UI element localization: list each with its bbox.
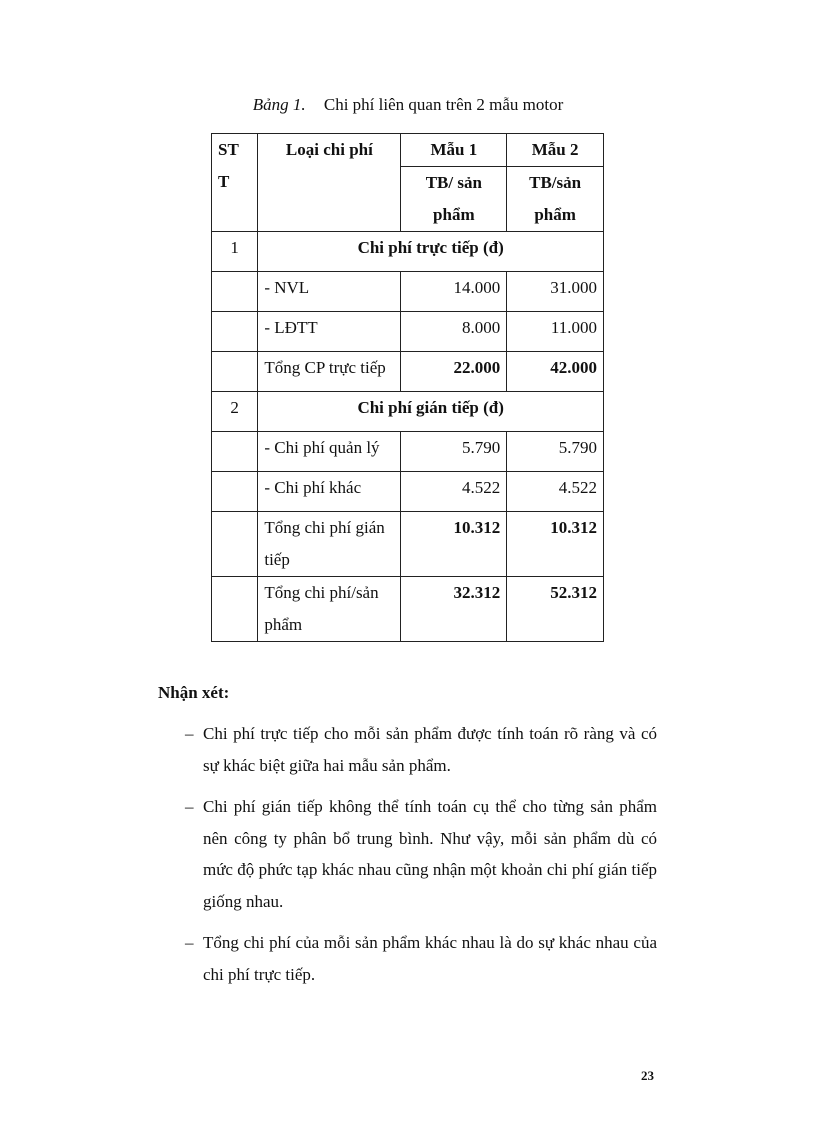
remark-text: Chi phí gián tiếp không thể tính toán cụ thể cho từng sản phẩm nên công ty phân bổ trung bình. Như vậy, mỗi sản phẩm dù có mức độ phức tạp khác nhau cũng nhận một khoản chi phí gián tiếp giống nhau.	[203, 797, 657, 911]
header-cost-type: Loại chi phí	[258, 134, 401, 232]
row-label: - LĐTT	[258, 312, 401, 352]
section-title: Chi phí trực tiếp (đ)	[258, 232, 604, 272]
row-value-model-1: 14.000	[401, 272, 507, 312]
row-value-model-2: 52.312	[507, 577, 604, 642]
section-title: Chi phí gián tiếp (đ)	[258, 392, 604, 432]
table-row	[212, 577, 604, 642]
list-item	[185, 791, 657, 917]
row-label: Tổng chi phí gián tiếp	[258, 512, 401, 577]
header-stt: ST T	[212, 134, 258, 232]
table-row	[212, 432, 604, 472]
table-row	[212, 272, 604, 312]
table-row	[212, 312, 604, 352]
row-value-model-2: 11.000	[507, 312, 604, 352]
row-value-model-2: 4.522	[507, 472, 604, 512]
row-label: - NVL	[258, 272, 401, 312]
cost-table	[211, 133, 604, 642]
row-value-model-2: 10.312	[507, 512, 604, 577]
row-label: Tổng CP trực tiếp	[258, 352, 401, 392]
section-number: 1	[212, 232, 258, 272]
dash-bullet-icon: –	[185, 933, 194, 952]
list-item	[185, 927, 657, 990]
section-number: 2	[212, 392, 258, 432]
row-value-model-2: 5.790	[507, 432, 604, 472]
table-title: Chi phí liên quan trên 2 mẫu motor	[323, 95, 564, 114]
table-row	[212, 352, 604, 392]
dash-bullet-icon: –	[185, 724, 194, 743]
remarks-list	[185, 718, 657, 1000]
page-number: 23	[641, 1068, 654, 1083]
row-label: - Chi phí quản lý	[258, 432, 401, 472]
row-value-model-1: 32.312	[401, 577, 507, 642]
table-caption	[0, 95, 816, 115]
header-model-1-unit: TB/ sản phẩm	[401, 167, 507, 232]
row-value-model-1: 10.312	[401, 512, 507, 577]
remark-text: Chi phí trực tiếp cho mỗi sản phẩm được tính toán rõ ràng và có sự khác biệt giữa hai mẫu sản phẩm.	[203, 724, 657, 775]
header-model-1: Mẫu 1	[401, 134, 507, 167]
table-row	[212, 512, 604, 577]
table-label: Bảng 1.	[252, 95, 306, 114]
row-value-model-1: 8.000	[401, 312, 507, 352]
row-value-model-1: 5.790	[401, 432, 507, 472]
list-item	[185, 718, 657, 781]
header-model-2-unit: TB/sản phẩm	[507, 167, 604, 232]
header-model-2: Mẫu 2	[507, 134, 604, 167]
row-value-model-2: 31.000	[507, 272, 604, 312]
row-value-model-1: 22.000	[401, 352, 507, 392]
dash-bullet-icon: –	[185, 797, 194, 816]
row-value-model-2: 42.000	[507, 352, 604, 392]
remarks-heading: Nhận xét:	[158, 683, 230, 702]
remark-text: Tổng chi phí của mỗi sản phẩm khác nhau là do sự khác nhau của chi phí trực tiếp.	[203, 933, 657, 984]
row-label: Tổng chi phí/sản phẩm	[258, 577, 401, 642]
row-value-model-1: 4.522	[401, 472, 507, 512]
row-label: - Chi phí khác	[258, 472, 401, 512]
table-row	[212, 472, 604, 512]
